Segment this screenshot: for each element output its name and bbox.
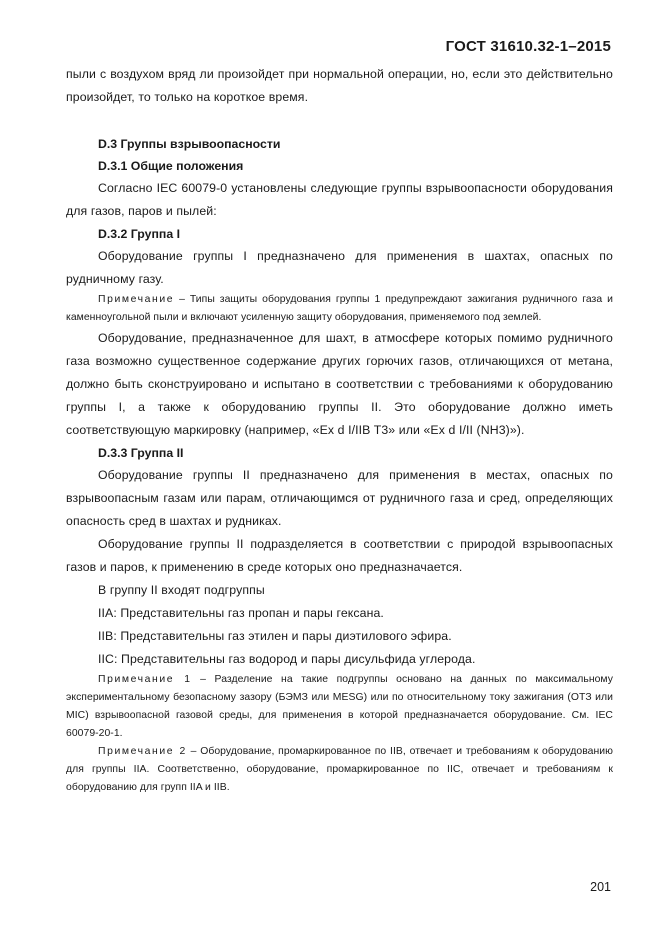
paragraph-d33-subdivision: Оборудование группы II подразделяется в соответствии с природой взрывоопасных газов и паров, к применению в среде которых оно предназначается.	[66, 537, 613, 574]
paragraph-d33-subgroups-intro: В группу II входят подгруппы	[98, 583, 265, 597]
page-number: 201	[590, 880, 611, 894]
note-1-text: – Разделение на такие подгруппы основано на данных по максимальному экспериментальному безопасному зазору (БЭМЗ или MESG) или по относительному току зажигания (ОТЗ или MIC) взрывоопасной газовой среды, для применения в которой предназначается оборудование. См. IEC 60079-20-1.	[66, 674, 613, 739]
intro-paragraph: пыли с воздухом вряд ли произойдет при нормальной операции, но, если это действительно произойдет, то только на короткое время.	[66, 67, 613, 104]
section-heading-d32: D.3.2 Группа I	[98, 227, 181, 241]
note-text: – Типы защиты оборудования группы 1 предупреждают зажигания рудничного газа и каменноугольной пыли и включают усиленную защиту оборудования, применяемого под землей.	[66, 294, 613, 323]
page-content	[66, 63, 613, 797]
subgroup-iia: IIA: Представительны газ пропан и пары гексана.	[98, 606, 384, 620]
subgroup-iic: IIC: Представительны газ водород и пары дисульфида углерода.	[98, 652, 476, 666]
section-heading-d31: D.3.1 Общие положения	[98, 159, 244, 173]
note-label: Примечание	[98, 294, 175, 305]
paragraph-d32-group-i: Оборудование группы I предназначено для применения в шахтах, опасных по рудничному газу.	[66, 249, 613, 286]
paragraph-d31: Согласно IEC 60079-0 установлены следующие группы взрывоопасности оборудования для газов, паров и пылей:	[66, 181, 613, 218]
section-heading-d33: D.3.3 Группа II	[98, 446, 184, 460]
subgroup-iib: IIB: Представительны газ этилен и пары диэтилового эфира.	[98, 629, 452, 643]
note-2-text: – Оборудование, промаркированное по IIB, отвечает и требованиям к оборудованию для группы IIA. Соответственно, оборудование, промаркированное по IIC, отвечает и требованиям к оборудованию для групп IIA и IIB.	[66, 746, 613, 793]
note-1	[66, 671, 613, 743]
note-2-label: Примечание 2	[98, 746, 187, 757]
note-1-label: Примечание 1	[98, 674, 192, 685]
note-group-i	[66, 291, 613, 327]
standard-code-header: ГОСТ 31610.32-1–2015	[445, 38, 611, 55]
paragraph-d33-group-ii: Оборудование группы II предназначено для применения в местах, опасных по взрывоопасным газам или парам, отличающимся от рудничного газа и сред, определяющих опасность сред в шахтах и рудниках.	[66, 468, 613, 528]
section-spacer	[66, 109, 613, 133]
section-heading-d3: D.3 Группы взрывоопасности	[98, 137, 281, 151]
note-2	[66, 743, 613, 797]
paragraph-d32-mines: Оборудование, предназначенное для шахт, в атмосфере которых помимо рудничного газа возможно существенное содержание других горючих газов, отличающихся от метана, должно быть сконструировано и испытано в соответствии с требованиями к оборудованию группы I, а также к оборудованию группы II. Это оборудование должно иметь соответствующую маркировку (например, «Ex d I/IIB T3» или «Ex d I/II (NH3)»).	[66, 331, 613, 437]
